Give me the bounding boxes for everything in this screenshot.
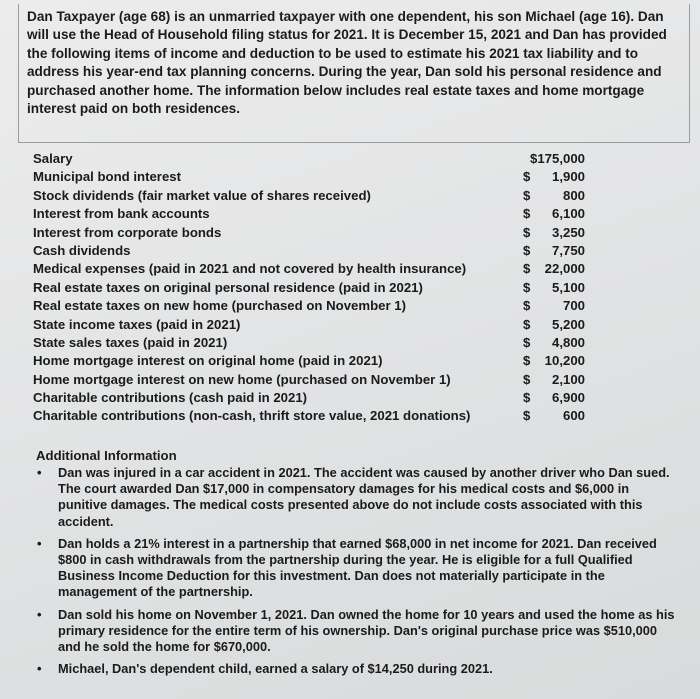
intro-paragraph: Dan Taxpayer (age 68) is an unmarried taxpayer with one dependent, his son Michael (age 16). Dan will use the Head of Household filing status for 2021. It is December 15, 2021 and Dan has provided the following items of income and deduction to be used to estimate his 2021 tax liability and to address his year-end tax planning concerns. During the year, Dan sold his personal residence and purchased another home. The information below includes real estate taxes and home mortgage interest paid on both residences.	[27, 9, 667, 117]
list-item	[33, 260, 593, 278]
list-item	[33, 352, 593, 370]
list-item	[33, 334, 593, 352]
bullet-icon: •	[37, 661, 42, 677]
dollar-sign: $	[523, 353, 531, 369]
income-deduction-list	[33, 150, 593, 426]
dollar-sign: $	[523, 279, 531, 295]
bullet-item	[36, 661, 676, 677]
dollar-sign: $	[523, 316, 531, 332]
item-label: Charitable contributions (non-cash, thrift store value, 2021 donations)	[33, 408, 471, 424]
item-amount: 6,900	[551, 390, 585, 406]
list-item	[33, 150, 593, 168]
dollar-sign: $	[523, 261, 531, 277]
dollar-sign: $	[523, 334, 531, 350]
item-label: Salary	[33, 151, 73, 166]
list-item	[33, 297, 593, 315]
list-item	[33, 389, 593, 407]
list-item	[33, 242, 593, 260]
item-label: Medical expenses (paid in 2021 and not covered by health insurance)	[33, 261, 467, 277]
dollar-sign: $	[523, 242, 531, 258]
dollar-sign: $	[523, 371, 531, 387]
item-label: Interest from corporate bonds	[33, 224, 222, 240]
item-label: Municipal bond interest	[33, 169, 181, 185]
item-amount: 800	[562, 187, 585, 203]
item-amount: 3,250	[551, 224, 585, 240]
bullet-icon: •	[37, 465, 42, 480]
dollar-sign: $	[523, 206, 531, 222]
bullet-icon: •	[37, 606, 42, 622]
item-amount: 700	[562, 298, 585, 314]
bullet-item	[36, 607, 676, 656]
item-label: Stock dividends (fair market value of shares received)	[33, 187, 371, 203]
list-item	[33, 407, 593, 425]
bullet-icon: •	[37, 535, 42, 551]
list-item	[33, 316, 593, 334]
item-amount: 6,100	[551, 206, 585, 222]
dollar-sign: $	[523, 187, 531, 203]
item-label: Cash dividends	[33, 242, 131, 258]
item-amount: 7,750	[551, 242, 585, 258]
dollar-sign: $	[523, 224, 531, 240]
bullet-text: Michael, Dan's dependent child, earned a salary of $14,250 during 2021.	[58, 661, 493, 677]
item-amount: 600	[562, 408, 585, 424]
item-amount: 2,100	[551, 371, 585, 387]
bullet-text: Dan was injured in a car accident in 2021. The accident was caused by another driver who Dan sued. The court awarded Dan $17,000 in compensatory damages for his medical costs and $6,000 in punitive damages. The medical costs presented above do not include costs associated with this accident.	[58, 465, 670, 529]
item-amount: 5,200	[551, 316, 585, 332]
item-label: State income taxes (paid in 2021)	[33, 316, 241, 332]
bullet-text: Dan holds a 21% interest in a partnership that earned $68,000 in net income for 2021. Dan received $800 in cash withdrawals from the partnership during the year. He is eligible for a full Qualified Business Income Deduction for this investment. Dan does not materially participate in the management of the partnership.	[58, 535, 657, 600]
item-amount: 5,100	[551, 279, 585, 295]
bullet-item	[36, 536, 676, 601]
item-amount: 1,900	[551, 169, 585, 185]
item-label: Interest from bank accounts	[33, 206, 210, 222]
item-amount: 10,200	[544, 353, 585, 369]
item-label: Real estate taxes on original personal residence (paid in 2021)	[33, 279, 423, 295]
additional-info-heading: Additional Information	[36, 448, 177, 463]
dollar-sign: $	[523, 169, 531, 185]
list-item	[33, 224, 593, 242]
additional-information	[36, 447, 676, 683]
dollar-sign: $	[523, 390, 531, 406]
list-item	[33, 168, 593, 186]
list-item	[33, 279, 593, 297]
bullet-item	[36, 465, 676, 530]
item-amount: 22,000	[544, 261, 585, 277]
list-item	[33, 187, 593, 205]
list-item	[33, 205, 593, 223]
dollar-sign: $	[523, 298, 531, 314]
item-label: Home mortgage interest on new home (purchased on November 1)	[33, 371, 451, 387]
item-label: Charitable contributions (cash paid in 2021)	[33, 390, 308, 406]
item-amount: 4,800	[551, 334, 585, 350]
list-item	[33, 371, 593, 389]
item-amount: $175,000	[529, 151, 585, 166]
bullet-text: Dan sold his home on November 1, 2021. Dan owned the home for 10 years and used the home as his primary residence for the entire term of his ownership. Dan's original purchase price was $510,000 and he sold the home for $670,000.	[58, 606, 675, 655]
dollar-sign: $	[523, 408, 531, 424]
item-label: State sales taxes (paid in 2021)	[33, 334, 228, 350]
item-label: Real estate taxes on new home (purchased on November 1)	[33, 298, 407, 314]
item-label: Home mortgage interest on original home (paid in 2021)	[33, 353, 383, 369]
